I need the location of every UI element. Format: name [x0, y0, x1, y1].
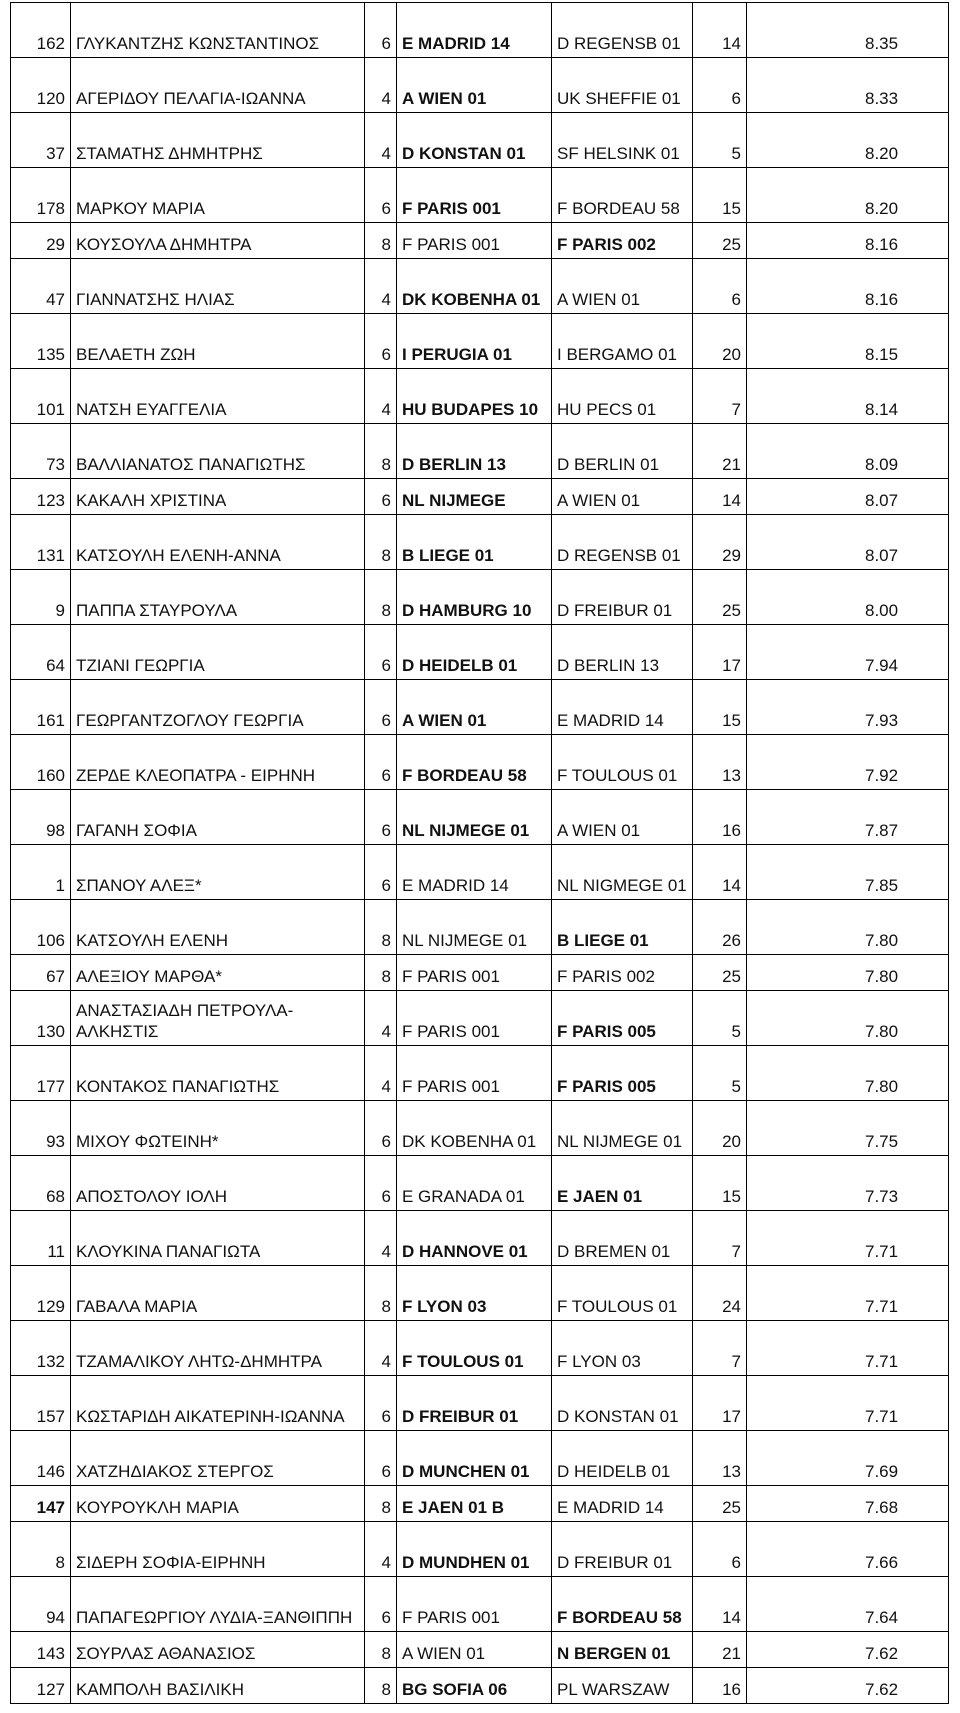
cell-rank: 25 — [693, 1486, 747, 1522]
cell-first-choice: E JAEN 01 B — [397, 1486, 552, 1522]
cell-count: 8 — [365, 223, 397, 259]
cell-count: 8 — [365, 515, 397, 570]
cell-rank: 25 — [693, 955, 747, 991]
table-row — [11, 735, 949, 790]
cell-rank: 29 — [693, 515, 747, 570]
cell-count: 8 — [365, 1266, 397, 1321]
cell-count: 4 — [365, 1211, 397, 1266]
cell-count: 4 — [365, 1321, 397, 1376]
cell-name: ΚΛΟΥΚΙΝΑ ΠΑΝΑΓΙΩΤΑ — [71, 1211, 365, 1266]
cell-name: ΚΩΣΤΑΡΙΔΗ ΑΙΚΑΤΕΡΙΝΗ-ΙΩΑΝΝΑ — [71, 1376, 365, 1431]
cell-name: ΓΑΓΑΝΗ ΣΟΦΙΑ — [71, 790, 365, 845]
cell-count: 6 — [365, 314, 397, 369]
cell-second-choice: D FREIBUR 01 — [552, 1522, 693, 1577]
cell-score: 7.92 — [747, 735, 949, 790]
cell-score: 7.87 — [747, 790, 949, 845]
cell-second-choice: D FREIBUR 01 — [552, 570, 693, 625]
cell-id: 98 — [11, 790, 71, 845]
cell-name: ΑΝΑΣΤΑΣΙΑΔΗ ΠΕΤΡΟΥΛΑ-ΑΛΚΗΣΤΙΣ — [71, 991, 365, 1046]
cell-count: 4 — [365, 1522, 397, 1577]
cell-name: ΣΟΥΡΛΑΣ ΑΘΑΝΑΣΙΟΣ — [71, 1632, 365, 1668]
cell-second-choice: HU PECS 01 — [552, 369, 693, 424]
cell-count: 8 — [365, 955, 397, 991]
cell-count: 4 — [365, 1046, 397, 1101]
cell-count: 8 — [365, 1668, 397, 1704]
cell-second-choice: D KONSTAN 01 — [552, 1376, 693, 1431]
cell-second-choice: UK SHEFFIE 01 — [552, 58, 693, 113]
cell-score: 7.80 — [747, 955, 949, 991]
cell-rank: 20 — [693, 314, 747, 369]
cell-rank: 7 — [693, 1321, 747, 1376]
cell-rank: 5 — [693, 113, 747, 168]
cell-rank: 20 — [693, 1101, 747, 1156]
cell-rank: 6 — [693, 1522, 747, 1577]
cell-name: ΜΙΧΟΥ ΦΩΤΕΙΝΗ* — [71, 1101, 365, 1156]
cell-id: 161 — [11, 680, 71, 735]
cell-id: 160 — [11, 735, 71, 790]
cell-score: 8.14 — [747, 369, 949, 424]
cell-name: ΓΙΑΝΝΑΤΣΗΣ ΗΛΙΑΣ — [71, 259, 365, 314]
table-row — [11, 790, 949, 845]
cell-first-choice: F PARIS 001 — [397, 1577, 552, 1632]
cell-score: 7.62 — [747, 1632, 949, 1668]
cell-rank: 15 — [693, 1156, 747, 1211]
cell-score: 7.94 — [747, 625, 949, 680]
cell-first-choice: BG SOFIA 06 — [397, 1668, 552, 1704]
table-row — [11, 3, 949, 58]
cell-score: 7.93 — [747, 680, 949, 735]
cell-name: ΓΕΩΡΓΑΝΤΖΟΓΛΟΥ ΓΕΩΡΓΙΑ — [71, 680, 365, 735]
cell-first-choice: I PERUGIA 01 — [397, 314, 552, 369]
table-row — [11, 58, 949, 113]
cell-count: 6 — [365, 1431, 397, 1486]
cell-count: 6 — [365, 479, 397, 515]
cell-id: 106 — [11, 900, 71, 955]
cell-rank: 17 — [693, 1376, 747, 1431]
cell-id: 11 — [11, 1211, 71, 1266]
cell-first-choice: D HANNOVE 01 — [397, 1211, 552, 1266]
cell-id: 93 — [11, 1101, 71, 1156]
cell-first-choice: NL NIJMEGE 01 — [397, 790, 552, 845]
cell-count: 8 — [365, 570, 397, 625]
cell-first-choice: E MADRID 14 — [397, 3, 552, 58]
cell-first-choice: D HAMBURG 10 — [397, 570, 552, 625]
cell-rank: 6 — [693, 259, 747, 314]
cell-score: 7.71 — [747, 1211, 949, 1266]
cell-second-choice: D REGENSB 01 — [552, 3, 693, 58]
cell-first-choice: DK KOBENHA 01 — [397, 1101, 552, 1156]
cell-rank: 24 — [693, 1266, 747, 1321]
table-row — [11, 314, 949, 369]
cell-name: ΚΑΚΑΛΗ ΧΡΙΣΤΙΝΑ — [71, 479, 365, 515]
table-row — [11, 113, 949, 168]
cell-score: 8.07 — [747, 515, 949, 570]
cell-rank: 25 — [693, 223, 747, 259]
cell-rank: 16 — [693, 1668, 747, 1704]
cell-count: 6 — [365, 680, 397, 735]
cell-id: 143 — [11, 1632, 71, 1668]
cell-second-choice: SF HELSINK 01 — [552, 113, 693, 168]
cell-name: ΣΙΔΕΡΗ ΣΟΦΙΑ-ΕΙΡΗΝΗ — [71, 1522, 365, 1577]
cell-id: 8 — [11, 1522, 71, 1577]
cell-rank: 13 — [693, 735, 747, 790]
cell-score: 7.85 — [747, 845, 949, 900]
results-table-body — [11, 3, 949, 1704]
table-row — [11, 1376, 949, 1431]
table-row — [11, 1522, 949, 1577]
table-row — [11, 1486, 949, 1522]
cell-second-choice: E MADRID 14 — [552, 1486, 693, 1522]
cell-first-choice: D KONSTAN 01 — [397, 113, 552, 168]
cell-score: 7.80 — [747, 1046, 949, 1101]
cell-first-choice: NL NIJMEGE 01 — [397, 900, 552, 955]
table-row — [11, 1211, 949, 1266]
cell-count: 4 — [365, 58, 397, 113]
cell-first-choice: HU BUDAPES 10 — [397, 369, 552, 424]
cell-first-choice: F PARIS 001 — [397, 991, 552, 1046]
cell-score: 8.33 — [747, 58, 949, 113]
cell-count: 4 — [365, 991, 397, 1046]
cell-id: 94 — [11, 1577, 71, 1632]
cell-rank: 21 — [693, 1632, 747, 1668]
cell-rank: 7 — [693, 1211, 747, 1266]
cell-score: 7.71 — [747, 1321, 949, 1376]
cell-second-choice: E JAEN 01 — [552, 1156, 693, 1211]
cell-rank: 14 — [693, 3, 747, 58]
cell-id: 129 — [11, 1266, 71, 1321]
cell-name: ΠΑΠΠΑ ΣΤΑΥΡΟΥΛΑ — [71, 570, 365, 625]
cell-name: ΒΑΛΛΙΑΝΑΤΟΣ ΠΑΝΑΓΙΩΤΗΣ — [71, 424, 365, 479]
cell-score: 8.20 — [747, 168, 949, 223]
cell-score: 8.15 — [747, 314, 949, 369]
cell-rank: 25 — [693, 570, 747, 625]
cell-name: ΤΖΙΑΝΙ ΓΕΩΡΓΙΑ — [71, 625, 365, 680]
cell-score: 7.62 — [747, 1668, 949, 1704]
cell-name: ΜΑΡΚΟΥ ΜΑΡΙΑ — [71, 168, 365, 223]
cell-second-choice: D REGENSB 01 — [552, 515, 693, 570]
table-row — [11, 680, 949, 735]
cell-count: 6 — [365, 845, 397, 900]
cell-second-choice: I BERGAMO 01 — [552, 314, 693, 369]
cell-id: 67 — [11, 955, 71, 991]
cell-name: ΣΠΑΝΟΥ ΑΛΕΞ* — [71, 845, 365, 900]
cell-id: 123 — [11, 479, 71, 515]
table-row — [11, 955, 949, 991]
cell-second-choice: PL WARSZAW — [552, 1668, 693, 1704]
cell-rank: 14 — [693, 1577, 747, 1632]
table-row — [11, 168, 949, 223]
cell-count: 4 — [365, 369, 397, 424]
cell-score: 7.71 — [747, 1266, 949, 1321]
table-row — [11, 625, 949, 680]
cell-id: 73 — [11, 424, 71, 479]
cell-rank: 5 — [693, 991, 747, 1046]
table-row — [11, 259, 949, 314]
cell-second-choice: F LYON 03 — [552, 1321, 693, 1376]
cell-score: 7.71 — [747, 1376, 949, 1431]
cell-score: 7.75 — [747, 1101, 949, 1156]
cell-id: 131 — [11, 515, 71, 570]
table-row — [11, 479, 949, 515]
cell-second-choice: F PARIS 005 — [552, 1046, 693, 1101]
cell-id: 47 — [11, 259, 71, 314]
cell-id: 29 — [11, 223, 71, 259]
table-row — [11, 1668, 949, 1704]
cell-score: 8.35 — [747, 3, 949, 58]
table-row — [11, 1431, 949, 1486]
results-table — [10, 2, 949, 1704]
table-row — [11, 570, 949, 625]
cell-first-choice: E MADRID 14 — [397, 845, 552, 900]
cell-name: ΚΑΜΠΟΛΗ ΒΑΣΙΛΙΚΗ — [71, 1668, 365, 1704]
cell-second-choice: A WIEN 01 — [552, 790, 693, 845]
cell-score: 8.16 — [747, 223, 949, 259]
cell-name: ΓΛΥΚΑΝΤΖΗΣ ΚΩΝΣΤΑΝΤΙΝΟΣ — [71, 3, 365, 58]
cell-rank: 15 — [693, 168, 747, 223]
cell-rank: 26 — [693, 900, 747, 955]
table-row — [11, 1321, 949, 1376]
table-row — [11, 1632, 949, 1668]
cell-name: ΚΑΤΣΟΥΛΗ ΕΛΕΝΗ-ΑΝΝΑ — [71, 515, 365, 570]
cell-second-choice: B LIEGE 01 — [552, 900, 693, 955]
cell-count: 6 — [365, 735, 397, 790]
cell-id: 120 — [11, 58, 71, 113]
cell-name: ΤΖΑΜΑΛΙΚΟΥ ΛΗΤΩ-ΔΗΜΗΤΡΑ — [71, 1321, 365, 1376]
cell-first-choice: D MUNDHEN 01 — [397, 1522, 552, 1577]
cell-id: 177 — [11, 1046, 71, 1101]
cell-second-choice: F TOULOUS 01 — [552, 735, 693, 790]
cell-count: 6 — [365, 3, 397, 58]
cell-count: 8 — [365, 424, 397, 479]
cell-name: ΑΓΕΡΙΔΟΥ ΠΕΛΑΓΙΑ-ΙΩΑΝΝΑ — [71, 58, 365, 113]
cell-count: 6 — [365, 1101, 397, 1156]
cell-name: ΚΟΥΡΟΥΚΛΗ ΜΑΡΙΑ — [71, 1486, 365, 1522]
cell-score: 7.64 — [747, 1577, 949, 1632]
cell-first-choice: F PARIS 001 — [397, 223, 552, 259]
cell-id: 127 — [11, 1668, 71, 1704]
cell-id: 132 — [11, 1321, 71, 1376]
cell-second-choice: F PARIS 005 — [552, 991, 693, 1046]
cell-count: 6 — [365, 1577, 397, 1632]
cell-first-choice: F PARIS 001 — [397, 1046, 552, 1101]
cell-first-choice: D FREIBUR 01 — [397, 1376, 552, 1431]
cell-second-choice: D HEIDELB 01 — [552, 1431, 693, 1486]
cell-id: 9 — [11, 570, 71, 625]
cell-second-choice: E MADRID 14 — [552, 680, 693, 735]
cell-rank: 17 — [693, 625, 747, 680]
cell-id: 147 — [11, 1486, 71, 1522]
cell-id: 101 — [11, 369, 71, 424]
table-row — [11, 223, 949, 259]
cell-first-choice: F BORDEAU 58 — [397, 735, 552, 790]
cell-rank: 13 — [693, 1431, 747, 1486]
cell-first-choice: A WIEN 01 — [397, 58, 552, 113]
cell-first-choice: NL NIJMEGE — [397, 479, 552, 515]
cell-id: 157 — [11, 1376, 71, 1431]
cell-rank: 14 — [693, 845, 747, 900]
cell-name: ΝΑΤΣΗ ΕΥΑΓΓΕΛΙΑ — [71, 369, 365, 424]
cell-name: ΚΟΝΤΑΚΟΣ ΠΑΝΑΓΙΩΤΗΣ — [71, 1046, 365, 1101]
table-row — [11, 1101, 949, 1156]
cell-id: 1 — [11, 845, 71, 900]
cell-score: 7.69 — [747, 1431, 949, 1486]
table-row — [11, 1156, 949, 1211]
cell-score: 7.73 — [747, 1156, 949, 1211]
cell-first-choice: D HEIDELB 01 — [397, 625, 552, 680]
cell-second-choice: A WIEN 01 — [552, 479, 693, 515]
cell-second-choice: F PARIS 002 — [552, 955, 693, 991]
cell-count: 6 — [365, 1156, 397, 1211]
table-row — [11, 991, 949, 1046]
cell-rank: 21 — [693, 424, 747, 479]
cell-name: ΒΕΛΑΕΤΗ ΖΩΗ — [71, 314, 365, 369]
cell-id: 64 — [11, 625, 71, 680]
cell-second-choice: D BREMEN 01 — [552, 1211, 693, 1266]
cell-count: 8 — [365, 1486, 397, 1522]
cell-name: ΑΛΕΞΙΟΥ ΜΑΡΘΑ* — [71, 955, 365, 991]
table-row — [11, 424, 949, 479]
cell-count: 6 — [365, 790, 397, 845]
table-row — [11, 1577, 949, 1632]
cell-second-choice: N BERGEN 01 — [552, 1632, 693, 1668]
cell-first-choice: D MUNCHEN 01 — [397, 1431, 552, 1486]
cell-rank: 5 — [693, 1046, 747, 1101]
cell-rank: 16 — [693, 790, 747, 845]
cell-first-choice: D BERLIN 13 — [397, 424, 552, 479]
cell-count: 4 — [365, 113, 397, 168]
cell-score: 7.66 — [747, 1522, 949, 1577]
cell-second-choice: D BERLIN 01 — [552, 424, 693, 479]
cell-score: 7.80 — [747, 991, 949, 1046]
cell-id: 162 — [11, 3, 71, 58]
cell-name: ΖΕΡΔΕ ΚΛΕΟΠΑΤΡΑ - ΕΙΡΗΝΗ — [71, 735, 365, 790]
cell-first-choice: A WIEN 01 — [397, 680, 552, 735]
cell-score: 8.20 — [747, 113, 949, 168]
cell-score: 8.16 — [747, 259, 949, 314]
cell-rank: 6 — [693, 58, 747, 113]
cell-count: 8 — [365, 900, 397, 955]
table-row — [11, 1046, 949, 1101]
cell-name: ΣΤΑΜΑΤΗΣ ΔΗΜΗΤΡΗΣ — [71, 113, 365, 168]
cell-name: ΑΠΟΣΤΟΛΟΥ ΙΟΛΗ — [71, 1156, 365, 1211]
cell-name: ΚΑΤΣΟΥΛΗ ΕΛΕΝΗ — [71, 900, 365, 955]
cell-score: 8.00 — [747, 570, 949, 625]
cell-first-choice: F PARIS 001 — [397, 955, 552, 991]
cell-second-choice: A WIEN 01 — [552, 259, 693, 314]
cell-count: 4 — [365, 259, 397, 314]
cell-second-choice: F BORDEAU 58 — [552, 1577, 693, 1632]
cell-second-choice: F TOULOUS 01 — [552, 1266, 693, 1321]
cell-score: 8.07 — [747, 479, 949, 515]
cell-score: 7.68 — [747, 1486, 949, 1522]
cell-first-choice: F LYON 03 — [397, 1266, 552, 1321]
cell-count: 6 — [365, 1376, 397, 1431]
table-row — [11, 900, 949, 955]
cell-name: ΠΑΠΑΓΕΩΡΓΙΟΥ ΛΥΔΙΑ-ΞΑΝΘΙΠΠΗ — [71, 1577, 365, 1632]
cell-id: 178 — [11, 168, 71, 223]
cell-second-choice: F PARIS 002 — [552, 223, 693, 259]
cell-second-choice: NL NIGMEGE 01 — [552, 845, 693, 900]
cell-id: 146 — [11, 1431, 71, 1486]
cell-name: ΧΑΤΖΗΔΙΑΚΟΣ ΣΤΕΡΓΟΣ — [71, 1431, 365, 1486]
cell-score: 7.80 — [747, 900, 949, 955]
cell-first-choice: B LIEGE 01 — [397, 515, 552, 570]
cell-first-choice: DK KOBENHA 01 — [397, 259, 552, 314]
cell-score: 8.09 — [747, 424, 949, 479]
cell-second-choice: NL NIJMEGE 01 — [552, 1101, 693, 1156]
cell-id: 135 — [11, 314, 71, 369]
cell-second-choice: D BERLIN 13 — [552, 625, 693, 680]
cell-id: 37 — [11, 113, 71, 168]
cell-id: 130 — [11, 991, 71, 1046]
cell-name: ΚΟΥΣΟΥΛΑ ΔΗΜΗΤΡΑ — [71, 223, 365, 259]
table-row — [11, 845, 949, 900]
cell-name: ΓΑΒΑΛΑ ΜΑΡΙΑ — [71, 1266, 365, 1321]
cell-first-choice: F TOULOUS 01 — [397, 1321, 552, 1376]
cell-rank: 7 — [693, 369, 747, 424]
table-row — [11, 1266, 949, 1321]
table-row — [11, 369, 949, 424]
cell-first-choice: F PARIS 001 — [397, 168, 552, 223]
cell-first-choice: E GRANADA 01 — [397, 1156, 552, 1211]
table-row — [11, 515, 949, 570]
cell-count: 6 — [365, 625, 397, 680]
cell-second-choice: F BORDEAU 58 — [552, 168, 693, 223]
cell-rank: 15 — [693, 680, 747, 735]
cell-id: 68 — [11, 1156, 71, 1211]
cell-count: 8 — [365, 1632, 397, 1668]
cell-count: 6 — [365, 168, 397, 223]
cell-rank: 14 — [693, 479, 747, 515]
cell-first-choice: A WIEN 01 — [397, 1632, 552, 1668]
